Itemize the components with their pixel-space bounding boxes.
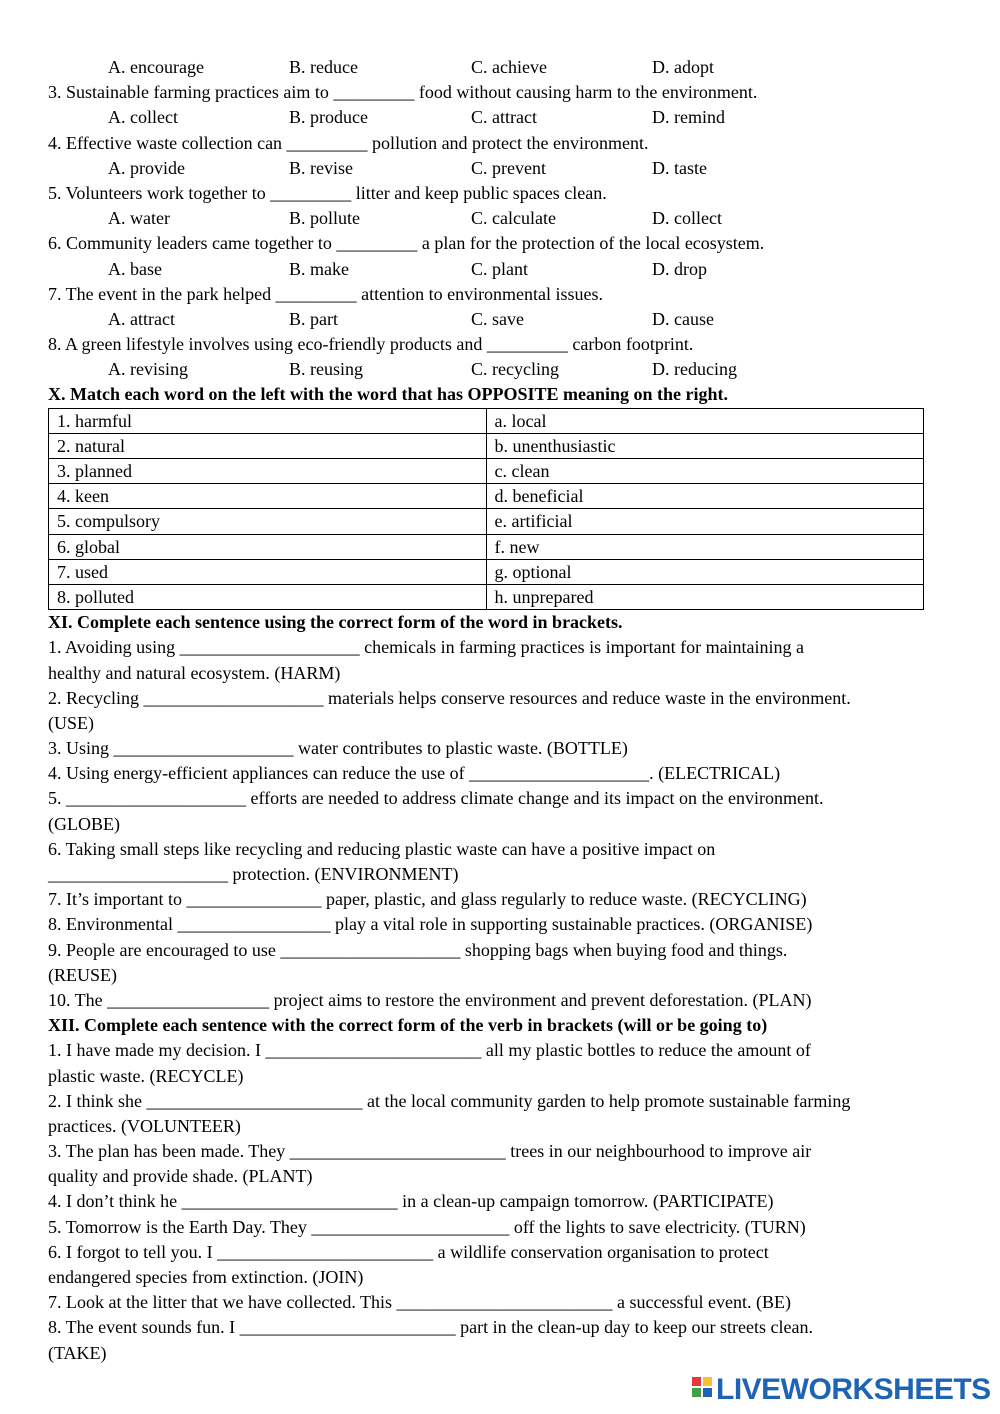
text-line: (GLOBE)	[48, 813, 120, 834]
left-word: 3. planned	[49, 459, 487, 484]
text-line: 3. Using ____________________ water contributes to plastic waste. (BOTTLE)	[48, 738, 628, 759]
option-d: D. reducing	[652, 359, 737, 380]
mc-question-5	[48, 181, 953, 231]
left-word: 1. harmful	[49, 408, 487, 433]
table-row	[49, 584, 924, 609]
text-line: endangered species from extinction. (JOIN)	[48, 1267, 364, 1287]
left-word: 5. compulsory	[49, 509, 487, 534]
option-b: B. reusing	[289, 359, 363, 380]
question-options	[48, 105, 953, 130]
mc-question-8	[48, 332, 953, 382]
option-a: A. water	[108, 208, 170, 229]
left-word: 2. natural	[49, 433, 487, 458]
option-c: C. save	[471, 308, 524, 329]
option-d: D. taste	[652, 157, 707, 178]
option-b: B. part	[289, 308, 338, 329]
text-line: practices. (VOLUNTEER)	[48, 1115, 241, 1136]
right-word: e. artificial	[486, 509, 924, 534]
mc-question-4	[48, 131, 953, 181]
option-c: C. calculate	[471, 208, 556, 229]
option-c: C. recycling	[471, 359, 559, 380]
question-options	[48, 257, 953, 282]
right-word: f. new	[486, 534, 924, 559]
option-d: D. collect	[652, 208, 722, 229]
option-a: A. attract	[108, 308, 175, 329]
left-word: 6. global	[49, 534, 487, 559]
text-line: 8. Environmental _________________ play a vital role in supporting sustainable practices. (ORGANISE)	[48, 914, 813, 935]
text-line: 2. Recycling ____________________ materials helps conserve resources and reduce waste in the environment.	[48, 687, 851, 708]
table-row	[49, 433, 924, 458]
text-line: (USE)	[48, 712, 94, 733]
text-line: 5. Tomorrow is the Earth Day. They ______________________ off the lights to save electricity. (TURN)	[48, 1216, 806, 1237]
text-line: healthy and natural ecosystem. (HARM)	[48, 662, 341, 683]
text-line: 1. I have made my decision. I ________________________ all my plastic bottles to reduce the amount of	[48, 1040, 811, 1061]
question-options	[48, 357, 953, 382]
mc-question-7	[48, 282, 953, 332]
mc-question-3	[48, 80, 953, 130]
left-word: 4. keen	[49, 484, 487, 509]
option-d: D. cause	[652, 308, 714, 329]
text-line: quality and provide shade. (PLANT)	[48, 1166, 313, 1187]
text-line: 4. Using energy-efficient appliances can reduce the use of ____________________. (ELECTRICAL)	[48, 763, 781, 784]
text-line: plastic waste. (RECYCLE)	[48, 1065, 244, 1086]
option-b: B. produce	[289, 107, 368, 128]
text-line: 2. I think she ________________________ at the local community garden to help promote sustainable farming	[48, 1090, 851, 1111]
option-d: D. remind	[652, 107, 725, 128]
right-word: a. local	[486, 408, 924, 433]
option-d: D. adopt	[652, 57, 714, 77]
left-word: 7. used	[49, 559, 487, 584]
question-options	[48, 156, 953, 181]
option-c: C. prevent	[471, 157, 546, 178]
section-xi-body	[48, 635, 953, 1013]
question-text: 8. A green lifestyle involves using eco-friendly products and _________ carbon footprint.	[48, 334, 694, 355]
text-line: 3. The plan has been made. They ________________________ trees in our neighbourhood to improve air	[48, 1141, 812, 1162]
question-options	[48, 206, 953, 231]
option-b: B. make	[289, 258, 349, 279]
question-options	[48, 307, 953, 332]
option-a: A. base	[108, 258, 162, 279]
section-xii-body	[48, 1038, 953, 1365]
option-b: B. revise	[289, 157, 353, 178]
option-a: A. revising	[108, 359, 188, 380]
q2-options	[48, 55, 953, 80]
question-text: 7. The event in the park helped _________ attention to environmental issues.	[48, 283, 604, 304]
question-text: 6. Community leaders came together to _________ a plan for the protection of the local ecosystem.	[48, 233, 765, 254]
text-line: ____________________ protection. (ENVIRONMENT)	[48, 864, 459, 884]
table-row	[49, 559, 924, 584]
text-line: 6. Taking small steps like recycling and reducing plastic waste can have a positive impact on	[48, 838, 716, 859]
left-word: 8. polluted	[49, 584, 487, 609]
table-row	[49, 459, 924, 484]
option-b: B. reduce	[289, 57, 358, 77]
text-line: 9. People are encouraged to use ____________________ shopping bags when buying food and things.	[48, 939, 788, 960]
option-c: C. plant	[471, 258, 528, 279]
text-line: 5. ____________________ efforts are needed to address climate change and its impact on the environment.	[48, 788, 824, 809]
right-word: b. unenthusiastic	[486, 433, 924, 458]
table-row	[49, 408, 924, 433]
option-a: A. encourage	[108, 57, 204, 77]
matching-table	[48, 408, 924, 611]
section-xii-heading: XII. Complete each sentence with the correct form of the verb in brackets (will or be going to)	[48, 1015, 768, 1036]
right-word: g. optional	[486, 559, 924, 584]
right-word: h. unprepared	[486, 584, 924, 609]
right-word: c. clean	[486, 459, 924, 484]
table-row	[49, 484, 924, 509]
text-line: 4. I don’t think he ________________________ in a clean-up campaign tomorrow. (PARTICIPATE)	[48, 1191, 774, 1212]
option-c: C. achieve	[471, 57, 547, 77]
question-text: 3. Sustainable farming practices aim to _________ food without causing harm to the environment.	[48, 82, 758, 103]
option-a: A. collect	[108, 107, 178, 128]
section-xi-heading: XI. Complete each sentence using the correct form of the word in brackets.	[48, 612, 623, 633]
text-line: 7. Look at the litter that we have collected. This ________________________ a successful event. (BE)	[48, 1292, 791, 1313]
question-text: 4. Effective waste collection can _________ pollution and protect the environment.	[48, 132, 649, 153]
worksheet-page	[48, 55, 953, 1366]
option-a: A. provide	[108, 157, 185, 178]
table-row	[49, 534, 924, 559]
option-c: C. attract	[471, 107, 537, 128]
mc-question-6	[48, 231, 953, 281]
liveworksheets-logo-icon	[692, 1377, 714, 1403]
liveworksheets-logo[interactable]	[692, 1374, 991, 1406]
text-line: 1. Avoiding using ____________________ chemicals in farming practices is important for maintaining a	[48, 637, 805, 658]
text-line: (TAKE)	[48, 1342, 107, 1363]
table-row	[49, 509, 924, 534]
right-word: d. beneficial	[486, 484, 924, 509]
text-line: (REUSE)	[48, 964, 117, 985]
question-text: 5. Volunteers work together to _________ litter and keep public spaces clean.	[48, 182, 607, 203]
text-line: 8. The event sounds fun. I ________________________ part in the clean-up day to keep our streets clean.	[48, 1317, 813, 1338]
option-d: D. drop	[652, 258, 707, 279]
text-line: 10. The __________________ project aims to restore the environment and prevent deforestation. (PLAN)	[48, 989, 812, 1010]
option-b: B. pollute	[289, 208, 360, 229]
logo-text: LIVEWORKSHEETS	[716, 1373, 991, 1406]
text-line: 7. It’s important to _______________ paper, plastic, and glass regularly to reduce waste. (RECYCLING)	[48, 889, 807, 910]
text-line: 6. I forgot to tell you. I ________________________ a wildlife conservation organisation to protect	[48, 1241, 769, 1262]
section-x-heading: X. Match each word on the left with the word that has OPPOSITE meaning on the right.	[48, 384, 728, 405]
